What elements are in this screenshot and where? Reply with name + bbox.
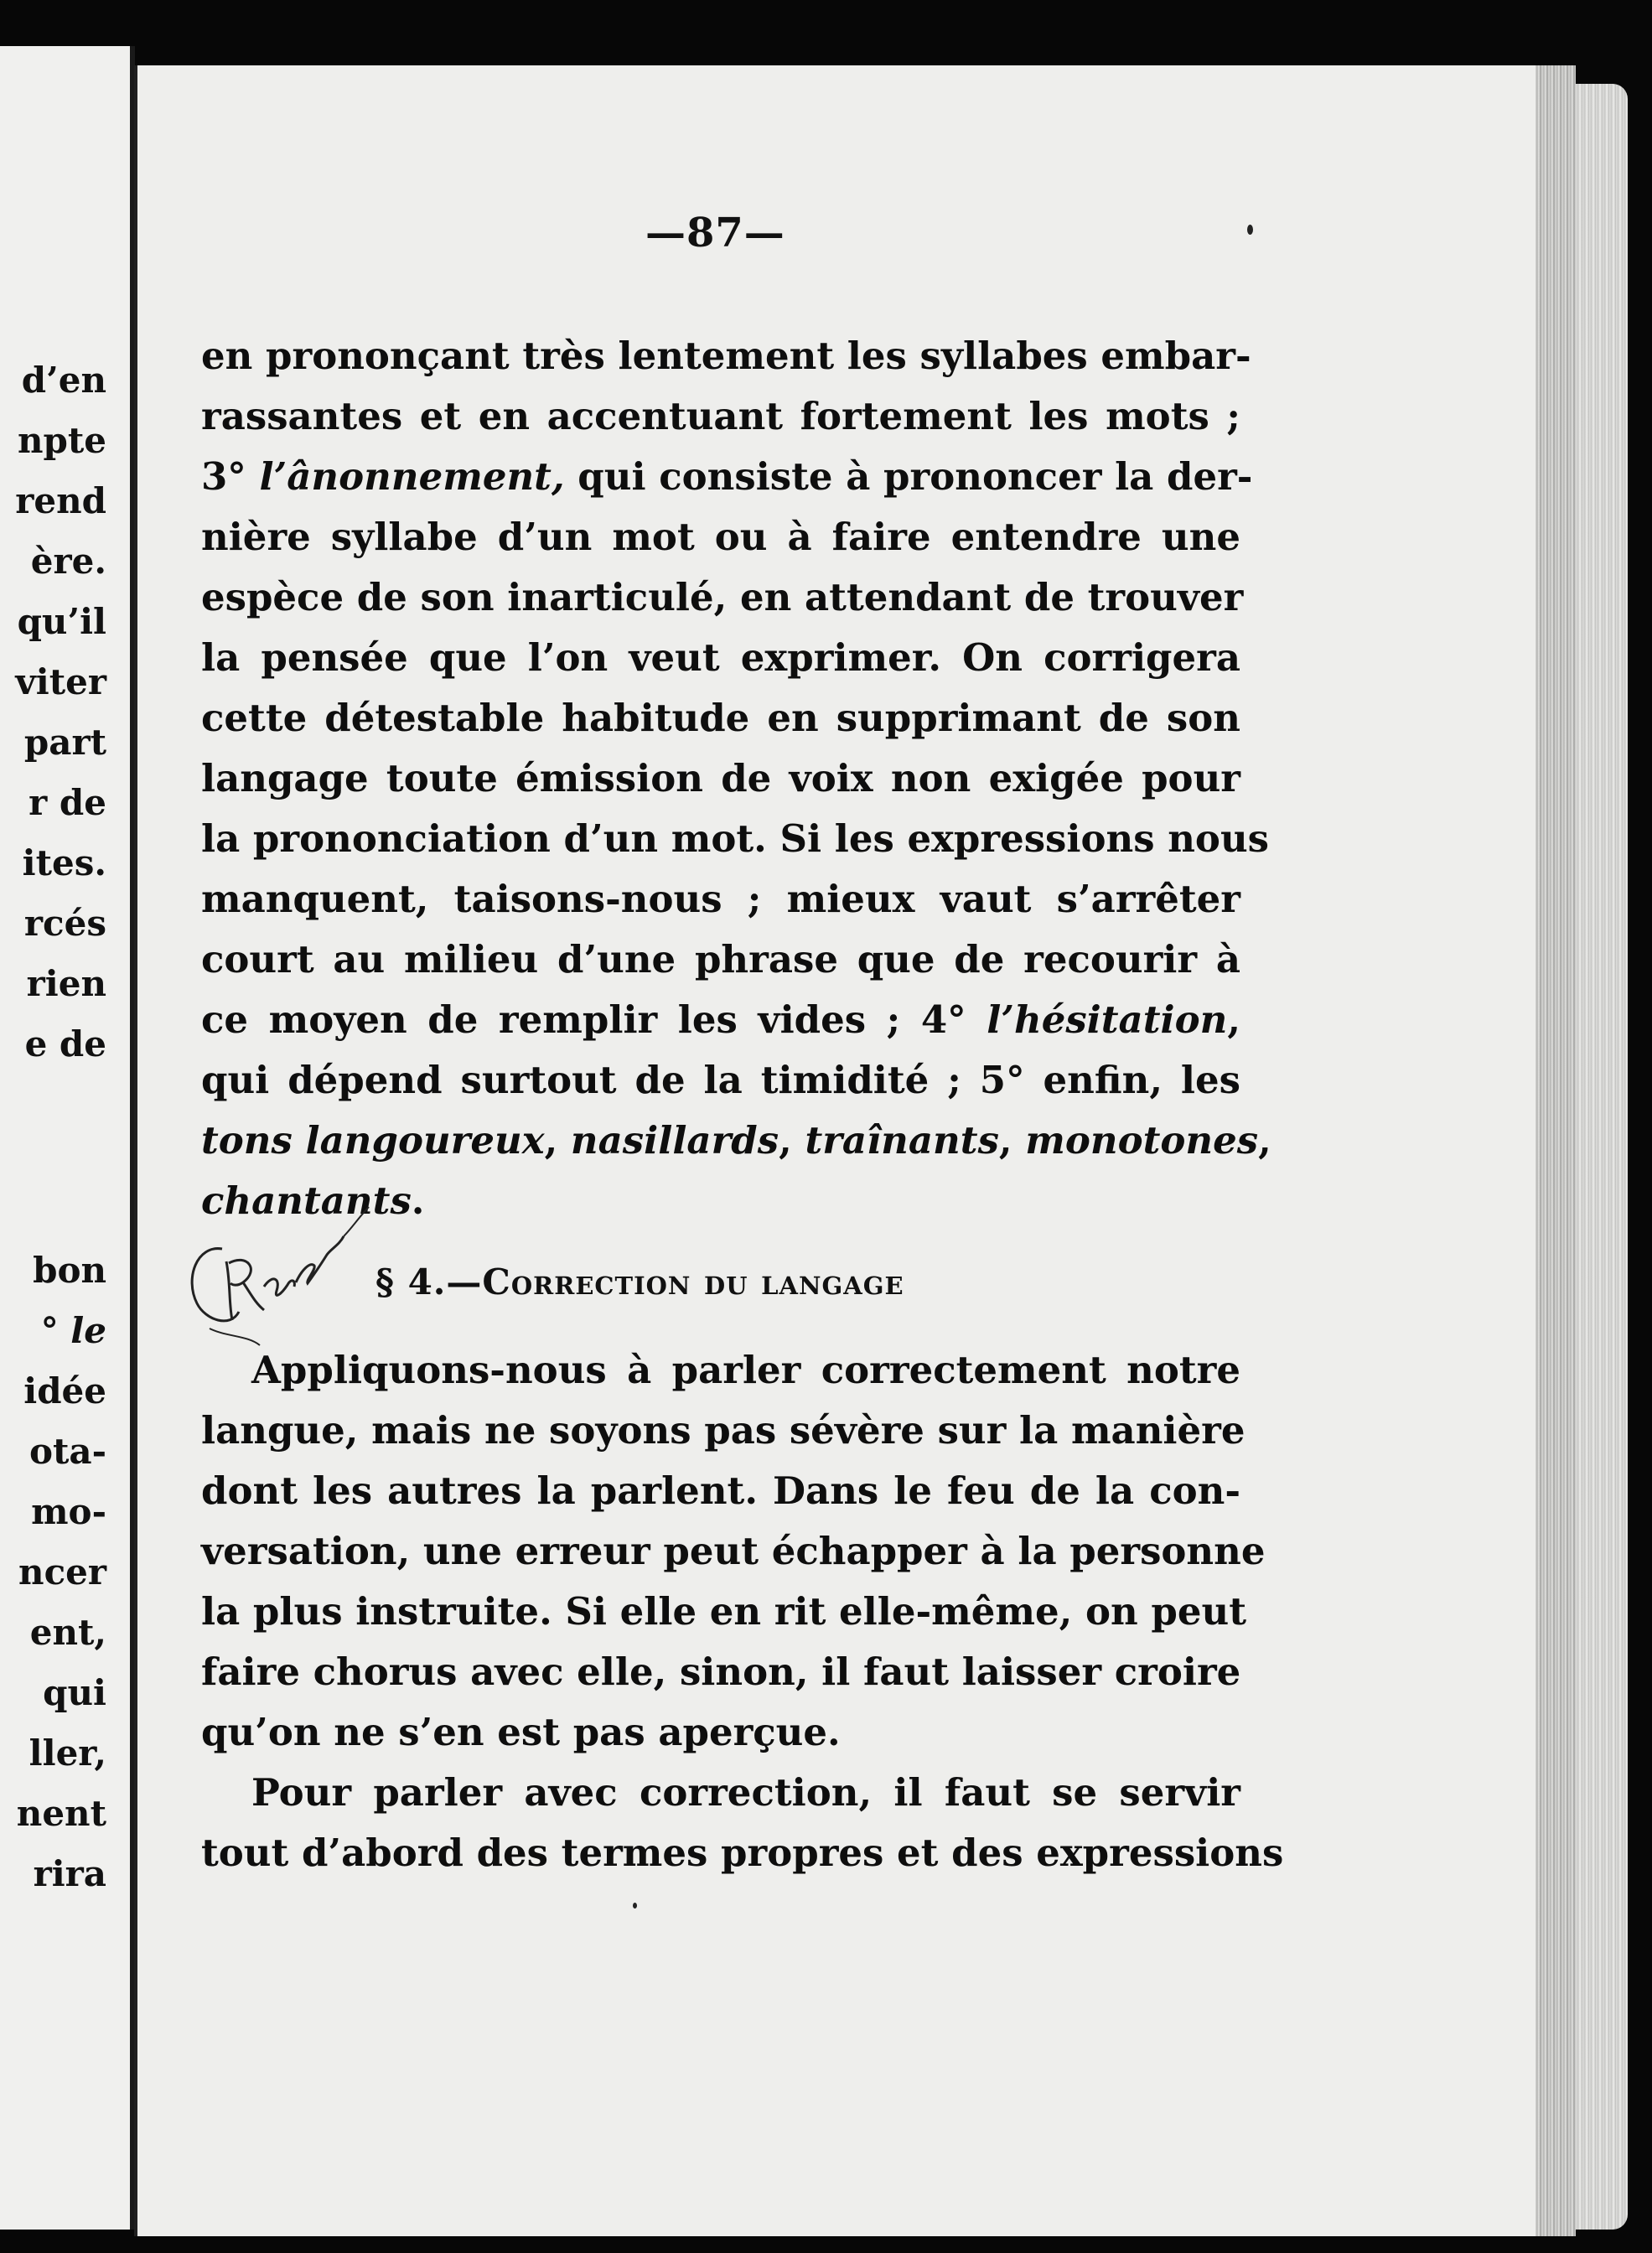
text-line: la plus instruite. Si elle en rit elle-même, on peut bbox=[201, 1589, 1246, 1634]
text-line: langue, mais ne soyons pas sévère sur la manière bbox=[201, 1408, 1245, 1453]
left-fragment: mo- bbox=[31, 1491, 106, 1532]
left-fragment: r de bbox=[28, 782, 106, 823]
text-line: Pour parler avec correction, il faut se servir bbox=[251, 1770, 1240, 1815]
left-fragment: ota- bbox=[28, 1431, 106, 1472]
text-line: cette détestable habitude en supprimant de son bbox=[201, 696, 1240, 740]
page-block-edge bbox=[1535, 65, 1576, 2236]
book-cover-edge bbox=[1576, 84, 1628, 2230]
left-fragment: npte bbox=[17, 420, 106, 461]
text-line: rassantes et en accentuant fortement les mots ; bbox=[201, 394, 1240, 438]
left-fragment: ° le bbox=[40, 1310, 106, 1351]
left-fragment: ent, bbox=[29, 1612, 106, 1653]
left-fragment: d’en bbox=[21, 360, 106, 401]
left-fragment: qu’il bbox=[17, 601, 106, 642]
text-line: chantants. bbox=[201, 1178, 425, 1223]
left-fragment: rira bbox=[33, 1853, 106, 1894]
page-number: —87— bbox=[645, 210, 785, 256]
text-line: dont les autres la parlent. Dans le feu de la con- bbox=[201, 1468, 1240, 1513]
left-fragment: ncer bbox=[18, 1551, 106, 1593]
text-line: nière syllabe d’un mot ou à faire entendre une bbox=[201, 515, 1240, 559]
left-fragment: bon bbox=[33, 1250, 106, 1291]
text-line: tout d’abord des termes propres et des expressions bbox=[201, 1831, 1284, 1875]
left-fragment: rien bbox=[26, 963, 106, 1004]
text-line: tons langoureux, nasillards, traînants, monotones, bbox=[201, 1118, 1271, 1163]
text-line: qui dépend surtout de la timidité ; 5° enfin, les bbox=[201, 1058, 1240, 1102]
ink-speck bbox=[1247, 225, 1253, 235]
left-fragment: rcés bbox=[23, 903, 106, 944]
left-fragment: ère. bbox=[30, 541, 106, 582]
text-line: court au milieu d’une phrase que de recourir à bbox=[201, 937, 1240, 981]
section-heading: § 4.—Correction du langage bbox=[375, 1261, 904, 1303]
text-line: qu’on ne s’en est pas aperçue. bbox=[201, 1710, 841, 1754]
left-fragment: part bbox=[23, 722, 106, 763]
left-fragment: rend bbox=[15, 480, 106, 521]
left-fragment: nent bbox=[16, 1793, 106, 1834]
handwritten-annotation bbox=[180, 1203, 373, 1349]
text-line: versation, une erreur peut échapper à la personne bbox=[201, 1529, 1266, 1573]
left-fragment: qui bbox=[43, 1672, 106, 1713]
text-line: ce moyen de remplir les vides ; 4° l’hésitation, bbox=[201, 997, 1240, 1042]
text-line: en prononçant très lentement les syllabes embar- bbox=[201, 334, 1251, 378]
left-fragment: viter bbox=[15, 661, 106, 702]
previous-page-edge bbox=[0, 46, 135, 2230]
ink-speck bbox=[633, 1903, 637, 1909]
left-fragment: e de bbox=[24, 1023, 106, 1064]
text-line: manquent, taisons-nous ; mieux vaut s’arrêter bbox=[201, 877, 1240, 921]
text-line: faire chorus avec elle, sinon, il faut laisser croire bbox=[201, 1650, 1241, 1694]
left-fragment: ller, bbox=[28, 1732, 106, 1774]
text-line: la pensée que l’on veut exprimer. On corrigera bbox=[201, 635, 1240, 680]
left-fragment: idée bbox=[23, 1370, 106, 1411]
left-fragment: ites. bbox=[22, 842, 106, 883]
text-line: espèce de son inarticulé, en attendant de trouver bbox=[201, 575, 1244, 619]
text-line: langage toute émission de voix non exigée pour bbox=[201, 756, 1240, 800]
text-line: Appliquons-nous à parler correctement notre bbox=[251, 1348, 1240, 1392]
text-line: la prononciation d’un mot. Si les expressions nous bbox=[201, 816, 1269, 861]
text-line: 3° l’ânonnement, qui consiste à prononcer la der- bbox=[201, 454, 1253, 499]
